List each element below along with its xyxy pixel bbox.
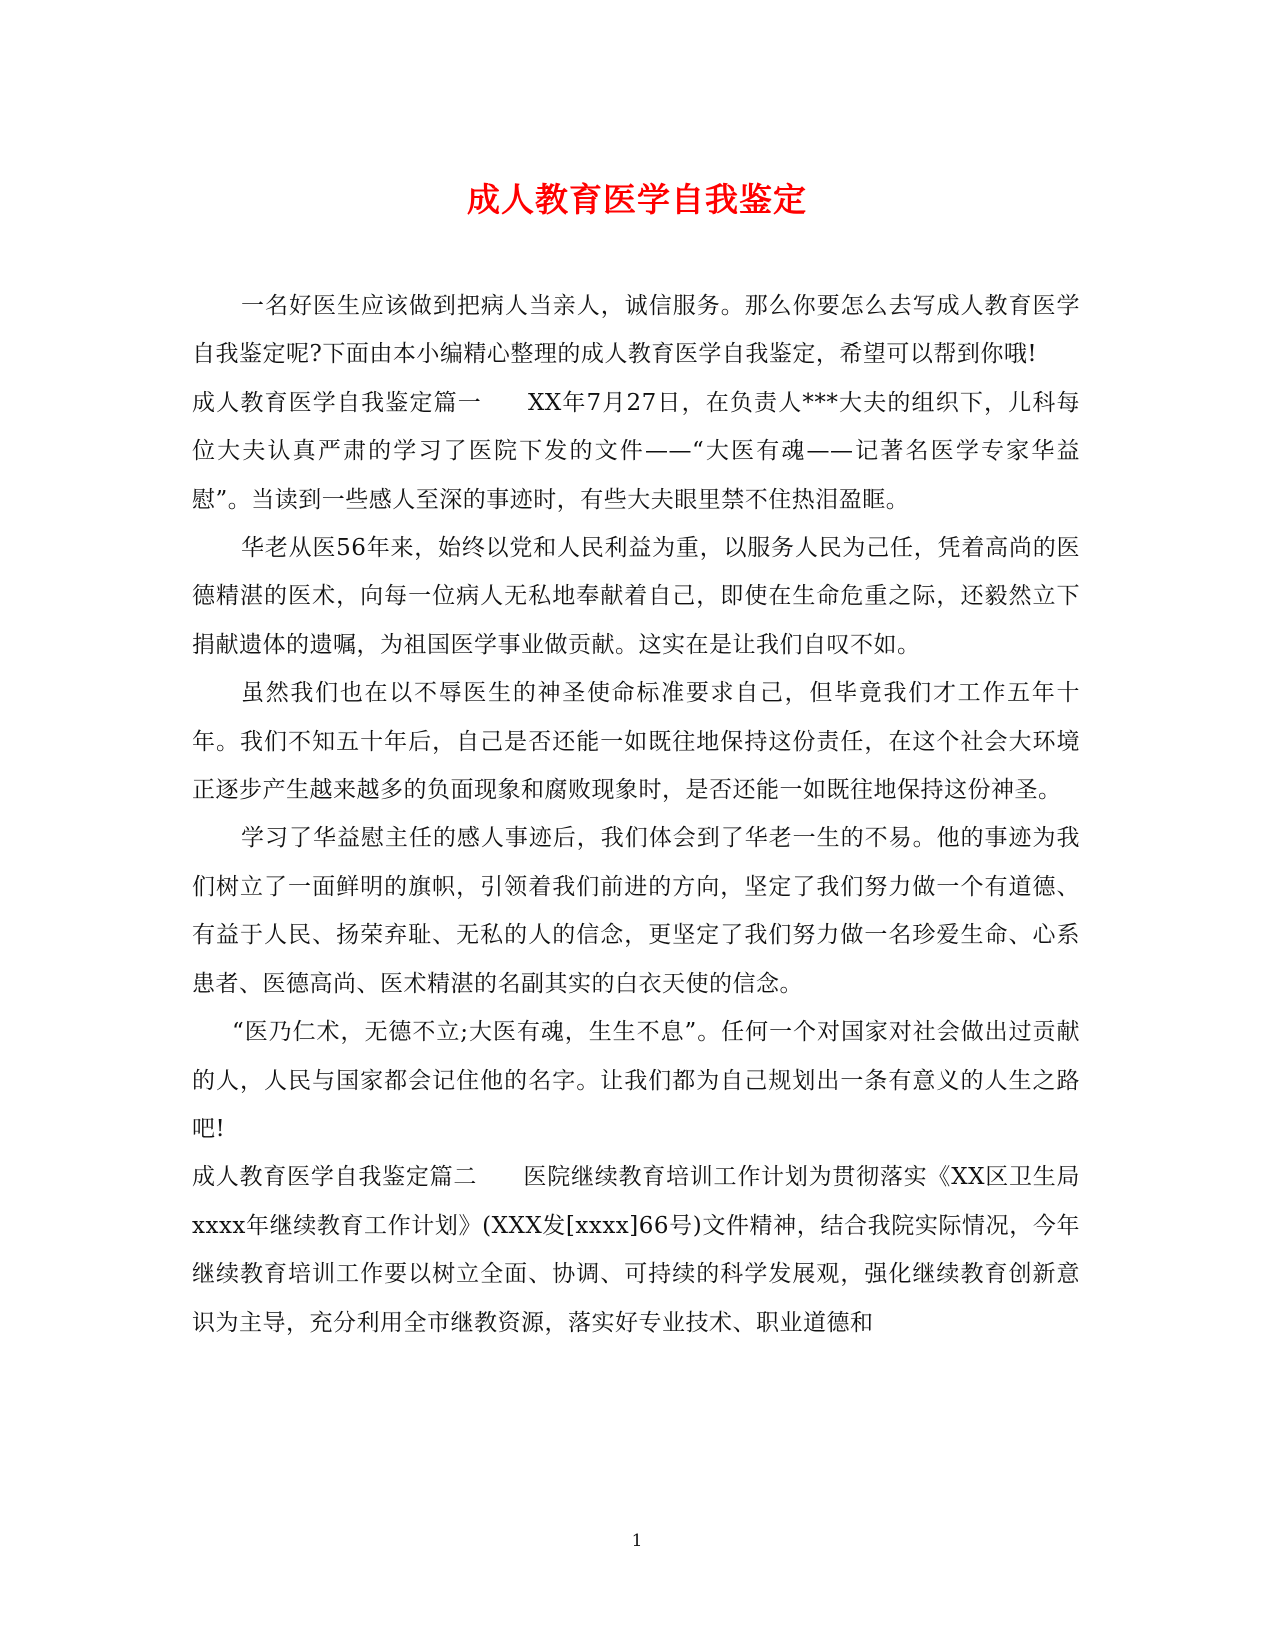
section-one-heading: 成人教育医学自我鉴定篇一: [192, 389, 482, 416]
section-one-text: XX年7月27日，在负责人***大夫的组织下，儿科每位大夫认真严肃的学习了医院下发的文件——“大医有魂——记著名医学专家华益慰”。当读到一些感人至深的事迹时，有些大夫眼里禁不住热泪盈眶。: [192, 389, 1081, 513]
paragraph-responsibility: 虽然我们也在以不辱医生的神圣使命标准要求自己，但毕竟我们才工作五年十年。我们不知五十年后，自己是否还能一如既往地保持这份责任，在这个社会大环境正逐步产生越来越多的负面现象和腐败现象时，是否还能一如既往地保持这份神圣。: [192, 680, 1080, 804]
section-one-paragraph: [192, 379, 1080, 524]
section-two-paragraph: [192, 1153, 1080, 1347]
document-title: 成人教育医学自我鉴定: [467, 180, 807, 219]
page-number: 1: [631, 1531, 643, 1551]
section-two-heading: 成人教育医学自我鉴定篇二: [192, 1164, 478, 1191]
intro-paragraph: 一名好医生应该做到把病人当亲人，诚信服务。那么你要怎么去写成人教育医学自我鉴定呢?下面由本小编精心整理的成人教育医学自我鉴定，希望可以帮到你哦!: [192, 293, 1080, 368]
paragraph-hua-career: 华老从医56年来，始终以党和人民利益为重，以服务人民为己任，凭着高尚的医德精湛的医术，向每一位病人无私地奉献着自己，即使在生命危重之际，还毅然立下捐献遗体的遗嘱，为祖国医学事业做贡献。这实在是让我们自叹不如。: [192, 535, 1080, 658]
paragraph-learning: 学习了华益慰主任的感人事迹后，我们体会到了华老一生的不易。他的事迹为我们树立了一面鲜明的旗帜，引领着我们前进的方向，坚定了我们努力做一个有道德、有益于人民、扬荣弃耻、无私的人的信念，更坚定了我们努力做一名珍爱生命、心系患者、医德高尚、医术精湛的名副其实的白衣天使的信念。: [192, 825, 1080, 997]
document-body: [192, 282, 1080, 1347]
section-two-text: 医院继续教育培训工作计划为贯彻落实《XX区卫生局xxxx年继续教育工作计划》(XXX发[xxxx]66号)文件精神，结合我院实际情况，今年继续教育培训工作要以树立全面、协调、可持续的科学发展观，强化继续教育创新意识为主导，充分利用全市继教资源，落实好专业技术、职业道德和: [192, 1164, 1080, 1336]
paragraph-quote: “医乃仁术，无德不立;大医有魂，生生不息”。任何一个对国家对社会做出过贡献的人，人民与国家都会记住他的名字。让我们都为自己规划出一条有意义的人生之路吧!: [192, 1019, 1080, 1142]
